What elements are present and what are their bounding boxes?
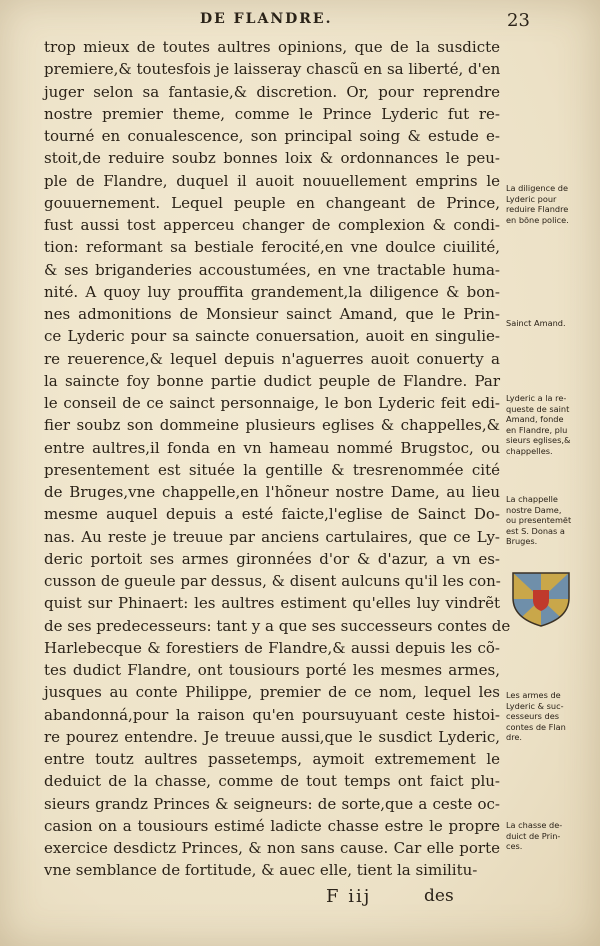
text-line: ple de Flandre, duquel il auoit nouuellement emprins le: [44, 171, 500, 190]
text-line: presentement est située la gentille & tresrenommée cité: [44, 460, 500, 479]
catchword: des: [424, 886, 454, 906]
margin-note-armes: [506, 690, 596, 743]
margin-note-chasse: [506, 820, 596, 852]
note-line: queste de saint: [506, 403, 570, 414]
note-line: Lyderic a la re-: [506, 393, 567, 403]
text-line: re pourez entendre. Je treuue aussi,que le susdict Lyderic,: [44, 727, 500, 746]
text-line: trop mieux de toutes aultres opinions, que de la susdicte: [44, 38, 500, 56]
text-line: jusques au conte Philippe, premier de ce nom, lequel les: [44, 683, 500, 702]
note-line: Amand, fonde: [506, 414, 564, 424]
margin-note-saint-amand: [506, 318, 596, 329]
note-line: La chasse de-: [506, 820, 563, 830]
text-line: casion on a tousiours estimé ladicte chasse estre le propre: [44, 816, 500, 835]
text-line: mesme auquel depuis a esté faicte,l'eglise de Sainct Do-: [44, 505, 500, 524]
text-line: cusson de gueule par dessus, & disent aulcuns qu'il les con-: [44, 572, 501, 590]
text-line: deric portoit ses armes gironnées d'or & d'azur, a vn es-: [44, 549, 500, 568]
text-line: entre aultres,il fonda en vn hameau nommé Brugstoc, ou: [44, 438, 500, 457]
text-line: abandonná,pour la raison qu'en poursuyuant ceste histoi-: [44, 705, 500, 724]
note-line: en Flandre, plu: [506, 424, 568, 435]
text-line: tes dudict Flandre, ont tousiours porté les mesmes armes,: [44, 661, 500, 679]
text-line: nostre premier theme, comme le Prince Lyderic fut re-: [44, 104, 500, 123]
note-line: La chappelle: [506, 494, 558, 504]
note-line: ces.: [506, 841, 523, 851]
body-text: [44, 36, 511, 882]
text-line: fier soubz son dommeine plusieurs eglises & chappelles,&: [44, 416, 500, 435]
text-line: de Bruges,vne chappelle,en l'hõneur nostre Dame, au lieu: [44, 483, 500, 501]
margin-note-chappelle: [506, 494, 596, 547]
text-line: stoit,de reduire soubz bonnes loix & ordonnances le peu-: [44, 149, 500, 168]
note-line: sieurs eglises,&: [506, 435, 571, 445]
text-line: quist sur Phinaert: les aultres estiment qu'elles luy vindrẽt: [44, 594, 500, 613]
margin-note-eglises: [506, 393, 596, 456]
note-line: est S. Donas a: [506, 525, 565, 536]
text-line: entre toutz aultres passetemps, aymoit extremement le: [44, 750, 500, 768]
note-line: reduire Flandre: [506, 204, 569, 214]
note-line: duict de Prin-: [506, 830, 561, 841]
text-line: tourné en conualescence, son principal soing & estude e-: [44, 127, 500, 145]
text-line: la saincte foy bonne partie dudict peuple de Flandre. Par: [44, 371, 500, 390]
text-line: premiere,& toutesfois je laisseray chascũ en sa liberté, d'en: [44, 60, 501, 79]
text-line: ce Lyderic pour sa saincte conuersation, auoit en singulie-: [44, 327, 500, 346]
note-line: chappelles.: [506, 445, 553, 456]
signature-mark: F iij: [326, 886, 372, 907]
note-line: contes de Flan: [506, 721, 566, 732]
text-line: tion: reformant sa bestiale ferocité,en vne doulce ciuilité,: [44, 238, 500, 257]
note-line: Lyderic pour: [506, 193, 557, 204]
page-number: 23: [507, 10, 530, 31]
text-line: & ses briganderies accoustumées, en vne tractable huma-: [44, 260, 500, 279]
text-line: Harlebecque & forestiers de Flandre,& aussi depuis les cõ-: [44, 638, 500, 657]
text-line: sieurs grandz Princes & seigneurs: de sorte,que a ceste oc-: [44, 794, 500, 813]
text-line: nas. Au reste je treuue par anciens cartulaires, que ce Ly-: [44, 527, 500, 546]
coat-of-arms-icon: [510, 570, 572, 628]
note-line: en bõne police.: [506, 214, 569, 225]
note-line: Sainct Amand.: [506, 318, 566, 328]
note-line: Bruges.: [506, 536, 538, 546]
running-head: DE FLANDRE.: [200, 11, 333, 27]
note-line: Lyderic & suc-: [506, 700, 564, 711]
text-line: juger selon sa fantasie,& discretion. Or, pour reprendre: [44, 82, 500, 101]
note-line: La diligence de: [506, 183, 569, 193]
text-line: vne semblance de fortitude, & auec elle, tient la similitu-: [44, 861, 478, 880]
text-line: fust aussi tost apperceu changer de complexion & condi-: [44, 216, 500, 234]
margin-note-diligence: [506, 183, 596, 225]
text-line: le conseil de ce sainct personnaige, le bon Lyderic feit edi-: [44, 394, 500, 412]
text-line: gouuernement. Lequel peuple en changeant de Prince,: [44, 193, 500, 212]
note-line: ou presentemẽt: [506, 515, 572, 525]
text-line: nes admonitions de Monsieur sainct Amand, que le Prin-: [44, 305, 500, 323]
note-line: Les armes de: [506, 690, 561, 700]
text-line: exercice desdictz Princes, & non sans cause. Car elle porte: [44, 839, 500, 857]
note-line: dre.: [506, 732, 523, 742]
text-line: nité. A quoy luy prouffita grandement,la diligence & bon-: [44, 282, 500, 301]
note-line: nostre Dame,: [506, 504, 562, 515]
text-line: de ses predecesseurs: tant y a que ses successeurs contes de: [44, 616, 511, 635]
text-line: re reuerence,& lequel depuis n'aguerres auoit conuerty a: [44, 349, 500, 368]
note-line: cesseurs des: [506, 711, 560, 721]
text-line: deduict de la chasse, comme de tout temps ont faict plu-: [44, 772, 500, 791]
